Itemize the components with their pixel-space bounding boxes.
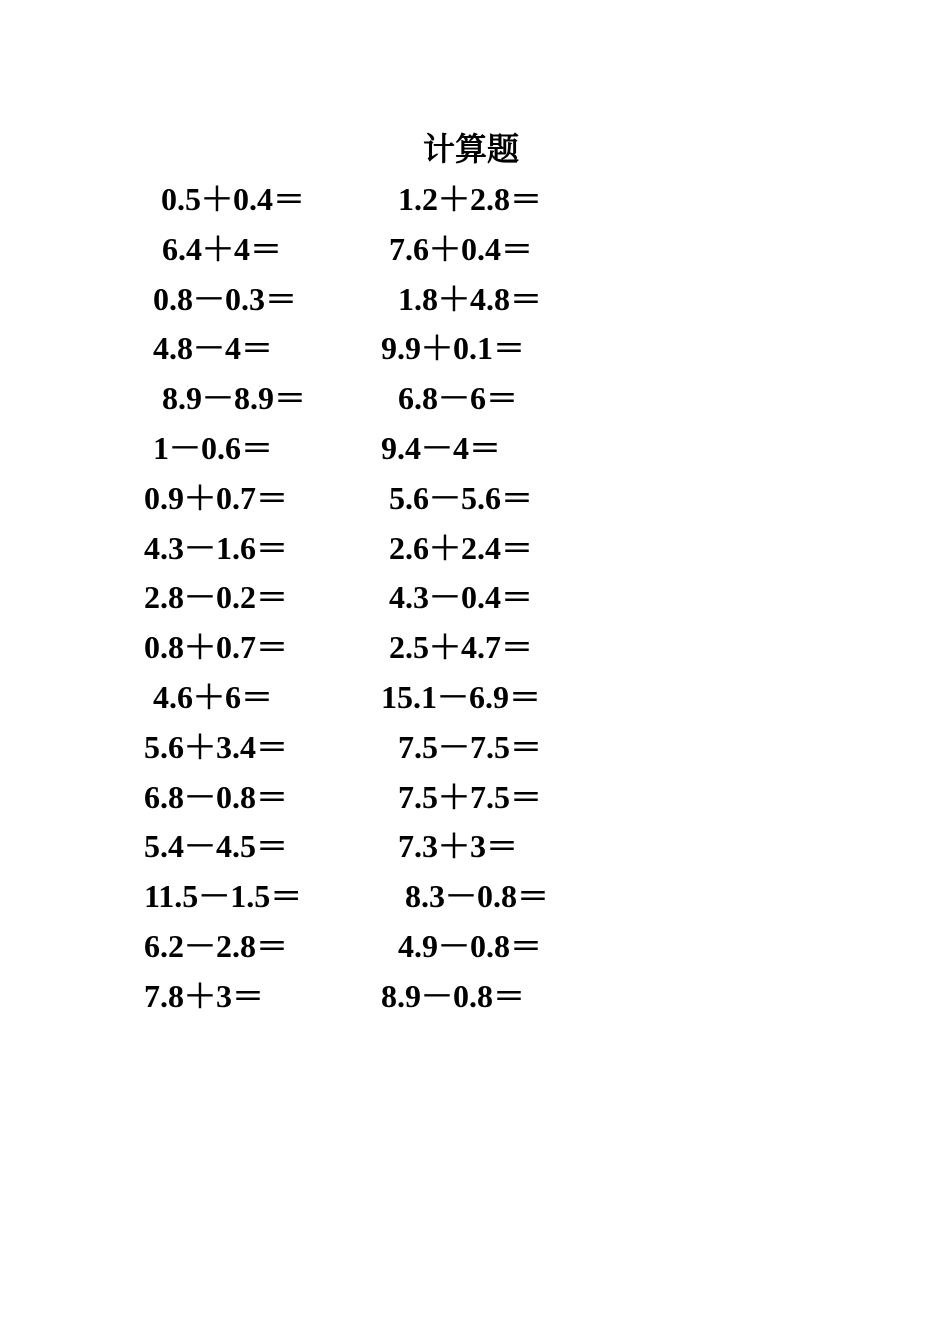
problem-row	[0, 873, 950, 923]
problem-right: 8.3－0.8＝	[405, 878, 550, 915]
page-title: 计算题	[423, 130, 520, 168]
problem-row	[0, 525, 950, 575]
problem-left: 6.2－2.8＝	[144, 927, 289, 964]
problem-left: 8.9－8.9＝	[162, 380, 307, 417]
problem-right: 7.5－7.5＝	[398, 728, 543, 765]
problem-right: 4.3－0.4＝	[389, 579, 534, 616]
problem-row	[0, 176, 950, 226]
problem-right: 2.6＋2.4＝	[389, 529, 534, 566]
problem-right: 4.9－0.8＝	[398, 927, 543, 964]
problem-list	[0, 176, 950, 1023]
problem-row	[0, 226, 950, 276]
problem-left: 0.9＋0.7＝	[144, 479, 289, 516]
problem-left: 0.8－0.3＝	[153, 280, 298, 317]
problem-right: 9.9＋0.1＝	[381, 330, 526, 367]
problem-row	[0, 425, 950, 475]
problem-left: 2.8－0.2＝	[144, 579, 289, 616]
problem-right: 8.9－0.8＝	[381, 977, 526, 1014]
problem-right: 7.6＋0.4＝	[389, 230, 534, 267]
problem-right: 1.2＋2.8＝	[398, 181, 543, 217]
problem-right: 2.5＋4.7＝	[389, 629, 534, 666]
problem-row	[0, 973, 950, 1023]
problem-right: 9.4－4＝	[381, 429, 502, 466]
problem-row	[0, 724, 950, 774]
problem-row	[0, 823, 950, 873]
problem-left: 0.5＋0.4＝	[161, 181, 306, 217]
problem-row	[0, 276, 950, 326]
problem-right: 1.8＋4.8＝	[398, 280, 543, 317]
problem-right: 6.8－6＝	[398, 380, 519, 417]
problem-left: 5.6＋3.4＝	[144, 728, 289, 765]
problem-left: 0.8＋0.7＝	[144, 629, 289, 666]
problem-row	[0, 375, 950, 425]
problem-left: 6.8－0.8＝	[144, 778, 289, 815]
problem-right: 7.5＋7.5＝	[398, 778, 543, 815]
problem-right: 7.3＋3＝	[398, 828, 519, 865]
problem-right: 15.1－6.9＝	[381, 678, 542, 715]
problem-left: 1－0.6＝	[153, 429, 274, 466]
problem-left: 4.8－4＝	[153, 330, 274, 367]
problem-row	[0, 774, 950, 824]
problem-left: 4.6＋6＝	[153, 678, 274, 715]
problem-row	[0, 475, 950, 525]
problem-row	[0, 624, 950, 674]
problem-right: 5.6－5.6＝	[389, 479, 534, 516]
problem-row	[0, 674, 950, 724]
problem-left: 6.4＋4＝	[162, 230, 283, 267]
problem-left: 4.3－1.6＝	[144, 529, 289, 566]
problem-row	[0, 325, 950, 375]
problem-left: 11.5－1.5＝	[144, 878, 303, 915]
problem-row	[0, 574, 950, 624]
problem-row	[0, 923, 950, 973]
problem-left: 5.4－4.5＝	[144, 828, 289, 865]
problem-left: 7.8＋3＝	[144, 977, 265, 1014]
